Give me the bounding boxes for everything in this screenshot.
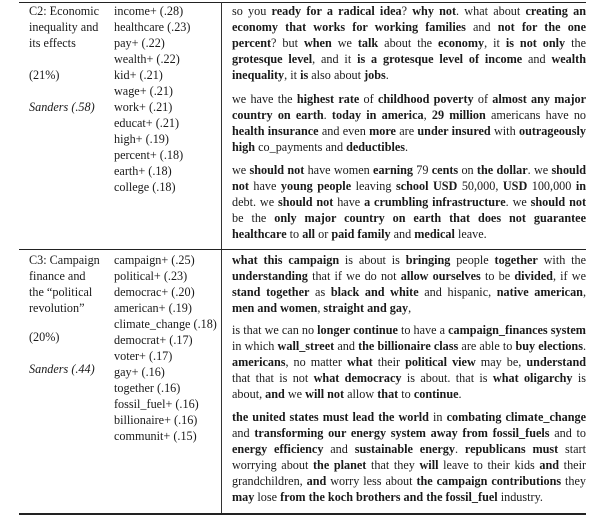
excerpt-run: lose xyxy=(254,490,281,504)
excerpt-bold-run: only major country on earth that does not guarantee healthcare xyxy=(232,211,586,241)
excerpt-bold-run: health insurance xyxy=(232,124,319,138)
column-divider xyxy=(221,250,222,513)
cluster-title-line: revolution” xyxy=(29,301,85,315)
excerpt-run: . xyxy=(385,68,389,82)
excerpt-bold-run: sustainable energy xyxy=(354,442,455,456)
term-item: communit+ (.15) xyxy=(114,429,197,443)
term-item: pay+ (.22) xyxy=(114,36,165,50)
excerpt-text xyxy=(232,162,586,242)
excerpt-bold-run: school USD xyxy=(395,179,458,193)
excerpt-run: , xyxy=(423,108,432,122)
excerpt-run: allow xyxy=(344,387,378,401)
excerpt-run: start worrying about xyxy=(232,442,587,472)
excerpt-run: to xyxy=(398,387,414,401)
term-item: wage+ (.21) xyxy=(114,84,173,98)
excerpt-bold-run: highest rate xyxy=(296,92,360,106)
term-item: kid+ (.21) xyxy=(114,68,163,82)
table-bottom-rule xyxy=(19,513,586,515)
excerpt-run: , xyxy=(317,301,324,315)
excerpt-bold-run: americans xyxy=(232,355,286,369)
excerpt-run: of xyxy=(359,92,378,106)
excerpt-paragraph xyxy=(232,91,586,155)
excerpt-bold-run: the billionaire class xyxy=(358,339,459,353)
excerpt-run: . xyxy=(455,442,465,456)
excerpt-run: is about, xyxy=(232,371,586,401)
excerpt-run: and xyxy=(390,227,415,241)
excerpt-run: their xyxy=(372,355,406,369)
excerpt-bold-run: and xyxy=(265,387,285,401)
excerpt-bold-run: economy xyxy=(438,36,485,50)
excerpt-bold-run: what democracy xyxy=(313,371,402,385)
excerpt-run: as xyxy=(309,285,331,299)
excerpt-bold-run: the dollar xyxy=(476,163,528,177)
term-item: voter+ (.17) xyxy=(114,349,173,363)
excerpt-run: 79 xyxy=(412,163,432,177)
excerpt-bold-run: bringing xyxy=(405,253,451,267)
excerpt-run: , and it xyxy=(312,52,358,66)
excerpt-bold-run: almost any major country on earth xyxy=(232,92,587,122)
cluster-share: (20%) xyxy=(29,330,60,344)
cluster-title-line: its effects xyxy=(29,36,76,50)
excerpt-run: , it xyxy=(484,36,506,50)
excerpt-run: to have a xyxy=(397,323,449,337)
excerpt-bold-run: creating an economy that works for working families xyxy=(232,4,586,34)
excerpt-run: ? but xyxy=(271,36,304,50)
cluster-title-line: C3: Campaign xyxy=(29,253,100,267)
excerpt-run: of xyxy=(473,92,493,106)
excerpt-bold-run: energy efficiency xyxy=(232,442,324,456)
excerpt-run: 50,000, xyxy=(457,179,503,193)
excerpt-bold-run: and xyxy=(306,474,327,488)
excerpt-bold-run: jobs xyxy=(364,68,386,82)
excerpt-bold-run: ready for a radical idea xyxy=(271,4,402,18)
excerpt-run: so you xyxy=(232,4,272,18)
excerpt-run: that they xyxy=(366,458,420,472)
term-item: percent+ (.18) xyxy=(114,148,184,162)
cluster-top-speaker: Sanders (.44) xyxy=(29,362,95,376)
excerpt-run: . xyxy=(582,339,586,353)
excerpt-paragraph xyxy=(232,322,586,402)
excerpt-paragraph xyxy=(232,3,586,83)
excerpt-bold-run: the planet xyxy=(313,458,367,472)
excerpt-run: in which xyxy=(232,339,278,353)
excerpt-run: , xyxy=(408,301,412,315)
excerpt-bold-run: a crumbling infrastructure xyxy=(364,195,506,209)
term-item: climate_change (.18) xyxy=(114,317,217,331)
excerpt-run: to xyxy=(286,227,303,241)
excerpt-run: their grandchildren, xyxy=(232,458,587,488)
excerpt-bold-run: more xyxy=(369,124,396,138)
excerpt-bold-run: should not xyxy=(530,195,587,209)
excerpt-run: , it xyxy=(284,68,301,82)
excerpt-text xyxy=(232,91,586,155)
excerpt-bold-run: understand xyxy=(526,355,586,369)
excerpt-run: is about is xyxy=(339,253,406,267)
excerpt-bold-run: today in america xyxy=(331,108,424,122)
cluster-label-cell xyxy=(29,252,111,316)
excerpt-bold-run: should not xyxy=(232,163,586,193)
term-item: high+ (.19) xyxy=(114,132,169,146)
excerpt-run: americans have no xyxy=(485,108,587,122)
excerpt-run: we xyxy=(232,163,250,177)
excerpt-run: ? xyxy=(401,4,413,18)
term-item: work+ (.21) xyxy=(114,100,173,114)
term-item: democrat+ (.17) xyxy=(114,333,193,347)
excerpt-text xyxy=(232,322,586,402)
excerpt-run: and even xyxy=(318,124,370,138)
excerpt-run: , xyxy=(582,285,587,299)
excerpt-run: are able to xyxy=(458,339,516,353)
excerpt-run: , no matter xyxy=(285,355,347,369)
excerpt-run: people xyxy=(450,253,495,267)
term-item: healthcare (.23) xyxy=(114,20,191,34)
excerpt-bold-run: in xyxy=(575,179,586,193)
excerpt-run: leaving xyxy=(351,179,396,193)
excerpt-run: with the xyxy=(537,253,587,267)
excerpt-bold-run: earning xyxy=(373,163,413,177)
excerpt-bold-run: outrageously high xyxy=(232,124,586,154)
excerpt-paragraph xyxy=(232,162,586,242)
excerpt-bold-run: USD xyxy=(502,179,528,193)
excerpt-bold-run: is a grotesque level of income xyxy=(357,52,523,66)
term-item: campaign+ (.25) xyxy=(114,253,195,267)
excerpt-bold-run: deductibles xyxy=(346,140,406,154)
excerpt-run: the xyxy=(565,36,587,50)
term-item: together (.16) xyxy=(114,381,181,395)
excerpt-bold-run: will xyxy=(419,458,439,472)
excerpt-bold-run: may xyxy=(232,490,255,504)
excerpt-bold-run: black and white xyxy=(330,285,419,299)
excerpt-run: worry less about xyxy=(326,474,417,488)
excerpt-bold-run: the campaign contributions xyxy=(416,474,562,488)
excerpt-run: leave. xyxy=(454,227,487,241)
cluster-label-cell xyxy=(29,3,111,51)
excerpt-bold-run: transforming our energy system away from fossil_fuels xyxy=(254,426,550,440)
excerpt-run: have xyxy=(248,179,281,193)
excerpt-bold-run: stand together xyxy=(232,285,310,299)
cluster-top-speaker: Sanders (.58) xyxy=(29,100,95,114)
excerpt-bold-run: what xyxy=(346,355,373,369)
excerpt-run: industry. xyxy=(497,490,543,504)
excerpt-run: . xyxy=(323,108,332,122)
excerpt-run: . xyxy=(458,387,462,401)
excerpt-bold-run: the united states must lead the world xyxy=(232,410,429,424)
excerpt-bold-run: childhood poverty xyxy=(377,92,474,106)
excerpt-run: may be, xyxy=(475,355,527,369)
term-list xyxy=(114,3,220,195)
excerpt-run: and xyxy=(334,339,359,353)
excerpt-run: 100,000 xyxy=(527,179,576,193)
excerpt-bold-run: understanding xyxy=(232,269,308,283)
excerpt-bold-run: allow ourselves xyxy=(400,269,481,283)
term-item: gay+ (.16) xyxy=(114,365,165,379)
excerpt-bold-run: all xyxy=(302,227,316,241)
term-list xyxy=(114,252,220,444)
term-item: billionaire+ (.16) xyxy=(114,413,198,427)
excerpt-paragraph xyxy=(232,409,586,505)
excerpt-run: . xyxy=(405,140,409,154)
excerpt-run: . we xyxy=(527,163,552,177)
term-item: college (.18) xyxy=(114,180,176,194)
excerpt-bold-run: straight and gay xyxy=(323,301,409,315)
excerpt-run: have xyxy=(333,195,365,209)
excerpt-run: on xyxy=(458,163,477,177)
excerpt-text xyxy=(232,252,586,316)
excerpt-run: they xyxy=(561,474,586,488)
excerpt-run: and xyxy=(522,52,552,66)
excerpt-run: have women xyxy=(304,163,374,177)
excerpt-bold-run: political view xyxy=(405,355,476,369)
excerpt-bold-run: 29 million xyxy=(431,108,486,122)
excerpt-run: leave to their kids xyxy=(438,458,540,472)
excerpt-bold-run: wealth inequality xyxy=(232,52,586,82)
term-item: democrac+ (.20) xyxy=(114,285,195,299)
excerpt-bold-run: paid family xyxy=(331,227,391,241)
cluster-title-line: finance and xyxy=(29,269,86,283)
excerpt-bold-run: medical xyxy=(414,227,455,241)
excerpt-bold-run: is xyxy=(300,68,309,82)
excerpt-bold-run: what this campaign xyxy=(232,253,340,267)
excerpt-run: co_payments and xyxy=(255,140,347,154)
excerpt-run: and xyxy=(323,442,355,456)
excerpt-run: we have the xyxy=(232,92,297,106)
excerpt-run: we xyxy=(284,387,306,401)
excerpt-bold-run: should not xyxy=(249,163,305,177)
cluster-title-line: inequality and xyxy=(29,20,99,34)
excerpt-bold-run: divided xyxy=(514,269,553,283)
excerpt-run: is about. that is xyxy=(401,371,493,385)
excerpt-run: is that we can no xyxy=(232,323,318,337)
excerpt-bold-run: together xyxy=(494,253,538,267)
excerpt-bold-run: should not xyxy=(277,195,334,209)
excerpt-bold-run: not for the one percent xyxy=(232,20,586,50)
excerpt-bold-run: is not only xyxy=(505,36,566,50)
excerpt-bold-run: combating climate_change xyxy=(446,410,587,424)
cluster-title-line: C2: Economic xyxy=(29,4,100,18)
cluster-share: (21%) xyxy=(29,68,60,82)
excerpt-run: or xyxy=(315,227,332,241)
excerpt-run: with xyxy=(490,124,519,138)
term-item: fossil_fuel+ (.16) xyxy=(114,397,199,411)
excerpt-run: we xyxy=(331,36,358,50)
excerpt-run: to be xyxy=(480,269,515,283)
excerpt-bold-run: cents xyxy=(431,163,459,177)
excerpt-bold-run: men and women xyxy=(232,301,318,315)
excerpt-run: and hispanic, xyxy=(418,285,497,299)
excerpt-bold-run: and the fossil_fuel xyxy=(403,490,498,504)
excerpt-run: about the xyxy=(378,36,439,50)
excerpt-bold-run: republicans must xyxy=(464,442,559,456)
excerpt-bold-run: from the koch brothers xyxy=(280,490,401,504)
excerpt-bold-run: wall_street xyxy=(277,339,335,353)
excerpt-bold-run: grotesque level xyxy=(232,52,313,66)
excerpt-bold-run: that xyxy=(377,387,399,401)
excerpt-bold-run: why not xyxy=(412,4,457,18)
excerpt-run: be the xyxy=(232,211,275,225)
column-divider xyxy=(221,2,222,249)
cluster-title-line: the “political xyxy=(29,285,93,299)
excerpt-run: that that is not xyxy=(232,371,314,385)
excerpt-run: also about xyxy=(308,68,365,82)
excerpt-text xyxy=(232,409,586,505)
excerpt-run: . we xyxy=(505,195,531,209)
excerpt-bold-run: buy elections xyxy=(515,339,583,353)
excerpt-text xyxy=(232,3,586,83)
excerpt-bold-run: campaign_finances system xyxy=(448,323,586,337)
excerpt-paragraph xyxy=(232,252,586,316)
excerpt-bold-run: when xyxy=(303,36,332,50)
excerpt-bold-run: longer continue xyxy=(317,323,398,337)
excerpt-run: are xyxy=(395,124,418,138)
excerpt-bold-run: young people xyxy=(280,179,352,193)
excerpt-bold-run: continue xyxy=(413,387,459,401)
excerpt-bold-run: under insured xyxy=(417,124,491,138)
row-separator-rule xyxy=(19,249,586,250)
excerpt-bold-run: talk xyxy=(357,36,379,50)
excerpt-bold-run: native american xyxy=(496,285,583,299)
term-item: american+ (.19) xyxy=(114,301,192,315)
term-item: earth+ (.18) xyxy=(114,164,172,178)
excerpt-run: in xyxy=(428,410,447,424)
excerpt-bold-run: will not xyxy=(305,387,345,401)
excerpt-bold-run: what oligarchy xyxy=(492,371,573,385)
term-item: educat+ (.21) xyxy=(114,116,180,130)
term-item: political+ (.23) xyxy=(114,269,188,283)
excerpt-run: and xyxy=(465,20,498,34)
excerpt-run: that if we do not xyxy=(307,269,401,283)
excerpt-run: , if we xyxy=(552,269,587,283)
excerpt-bold-run: and xyxy=(539,458,560,472)
excerpt-run: and to xyxy=(549,426,587,440)
term-item: income+ (.28) xyxy=(114,4,184,18)
term-item: wealth+ (.22) xyxy=(114,52,180,66)
excerpt-run: and xyxy=(232,426,255,440)
excerpt-run: debt. we xyxy=(232,195,278,209)
excerpt-run: . what about xyxy=(456,4,526,18)
